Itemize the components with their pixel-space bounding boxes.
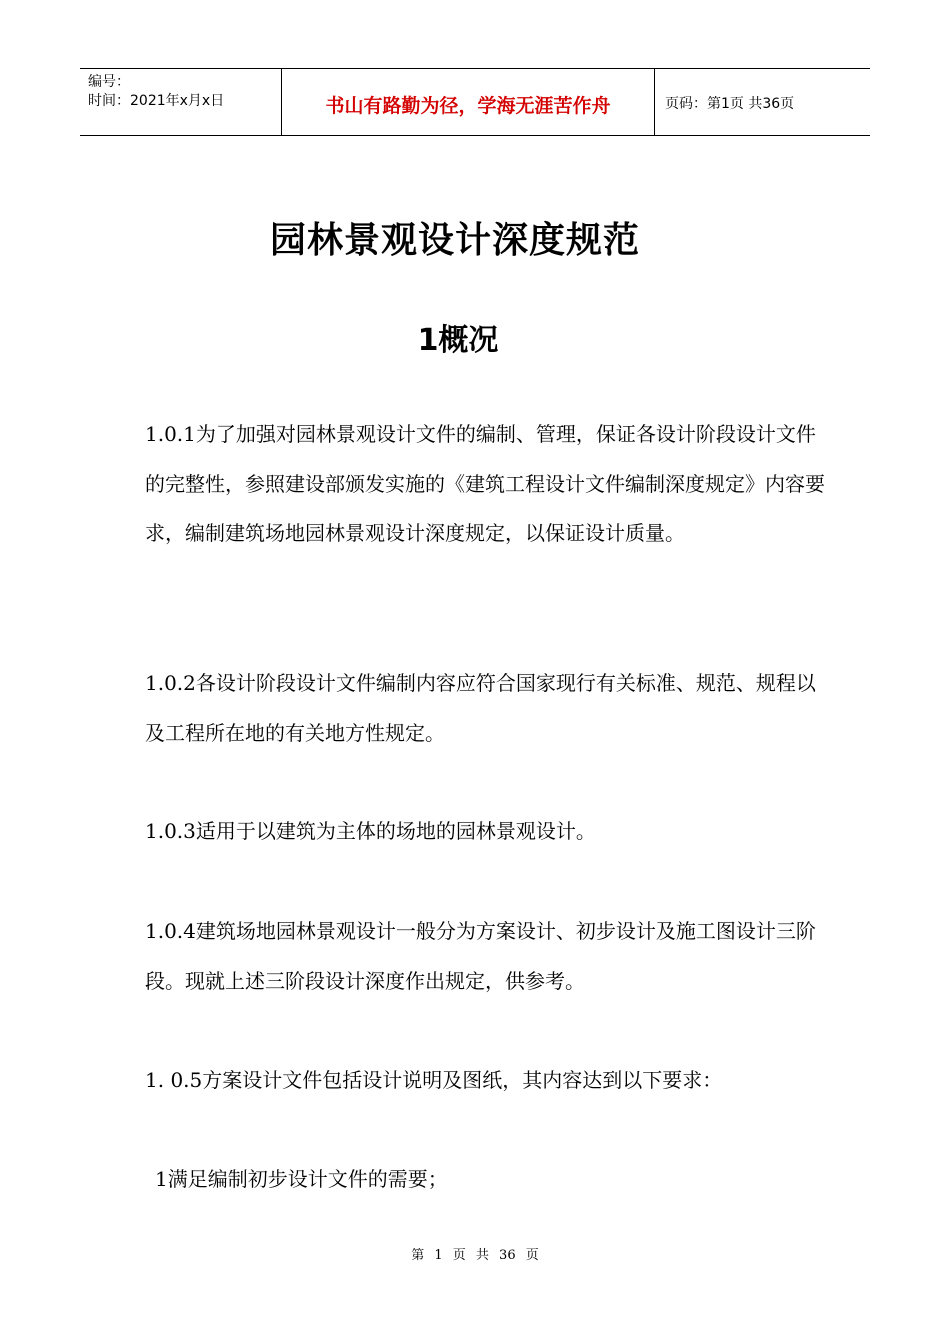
header-meta (80, 69, 282, 135)
header-page-info: 页码：第1页 共36页 (665, 96, 795, 112)
document-number-label: 编号： (88, 74, 130, 90)
paragraph-1-0-1: 1.0.1为了加强对园林景观设计文件的编制、管理，保证各设计阶段设计文件的完整性，参照建设部颁发实施的《建筑工程设计文件编制深度规定》内容要求，编制建筑场地园林景观设计深度规定，以保证设计质量。 (145, 422, 825, 545)
paragraph-1-0-3: 1.0.3适用于以建筑为主体的场地的园林景观设计。 (145, 819, 596, 843)
document-time-label: 时间：2021年x月x日 (88, 93, 225, 109)
paragraph-list-item-1: 1满足编制初步设计文件的需要； (155, 1167, 448, 1191)
paragraph-1-0-2: 1.0.2各设计阶段设计文件编制内容应符合国家现行有关标准、规范、规程以及工程所在地的有关地方性规定。 (145, 671, 816, 745)
document-title: 园林景观设计深度规范 (269, 220, 640, 261)
page-footer: 第 1 页 共 36 页 (411, 1248, 539, 1263)
page-header (80, 68, 870, 136)
paragraph-1-0-4: 1.0.4建筑场地园林景观设计一般分为方案设计、初步设计及施工图设计三阶段。现就上述三阶段设计深度作出规定，供参考。 (145, 919, 816, 993)
header-motto: 书山有路勤为径，学海无涯苦作舟 (282, 69, 655, 135)
paragraph-1-0-5: 1. 0.5方案设计文件包括设计说明及图纸，其内容达到以下要求： (145, 1068, 723, 1092)
section-title: 1概况 (417, 323, 499, 358)
